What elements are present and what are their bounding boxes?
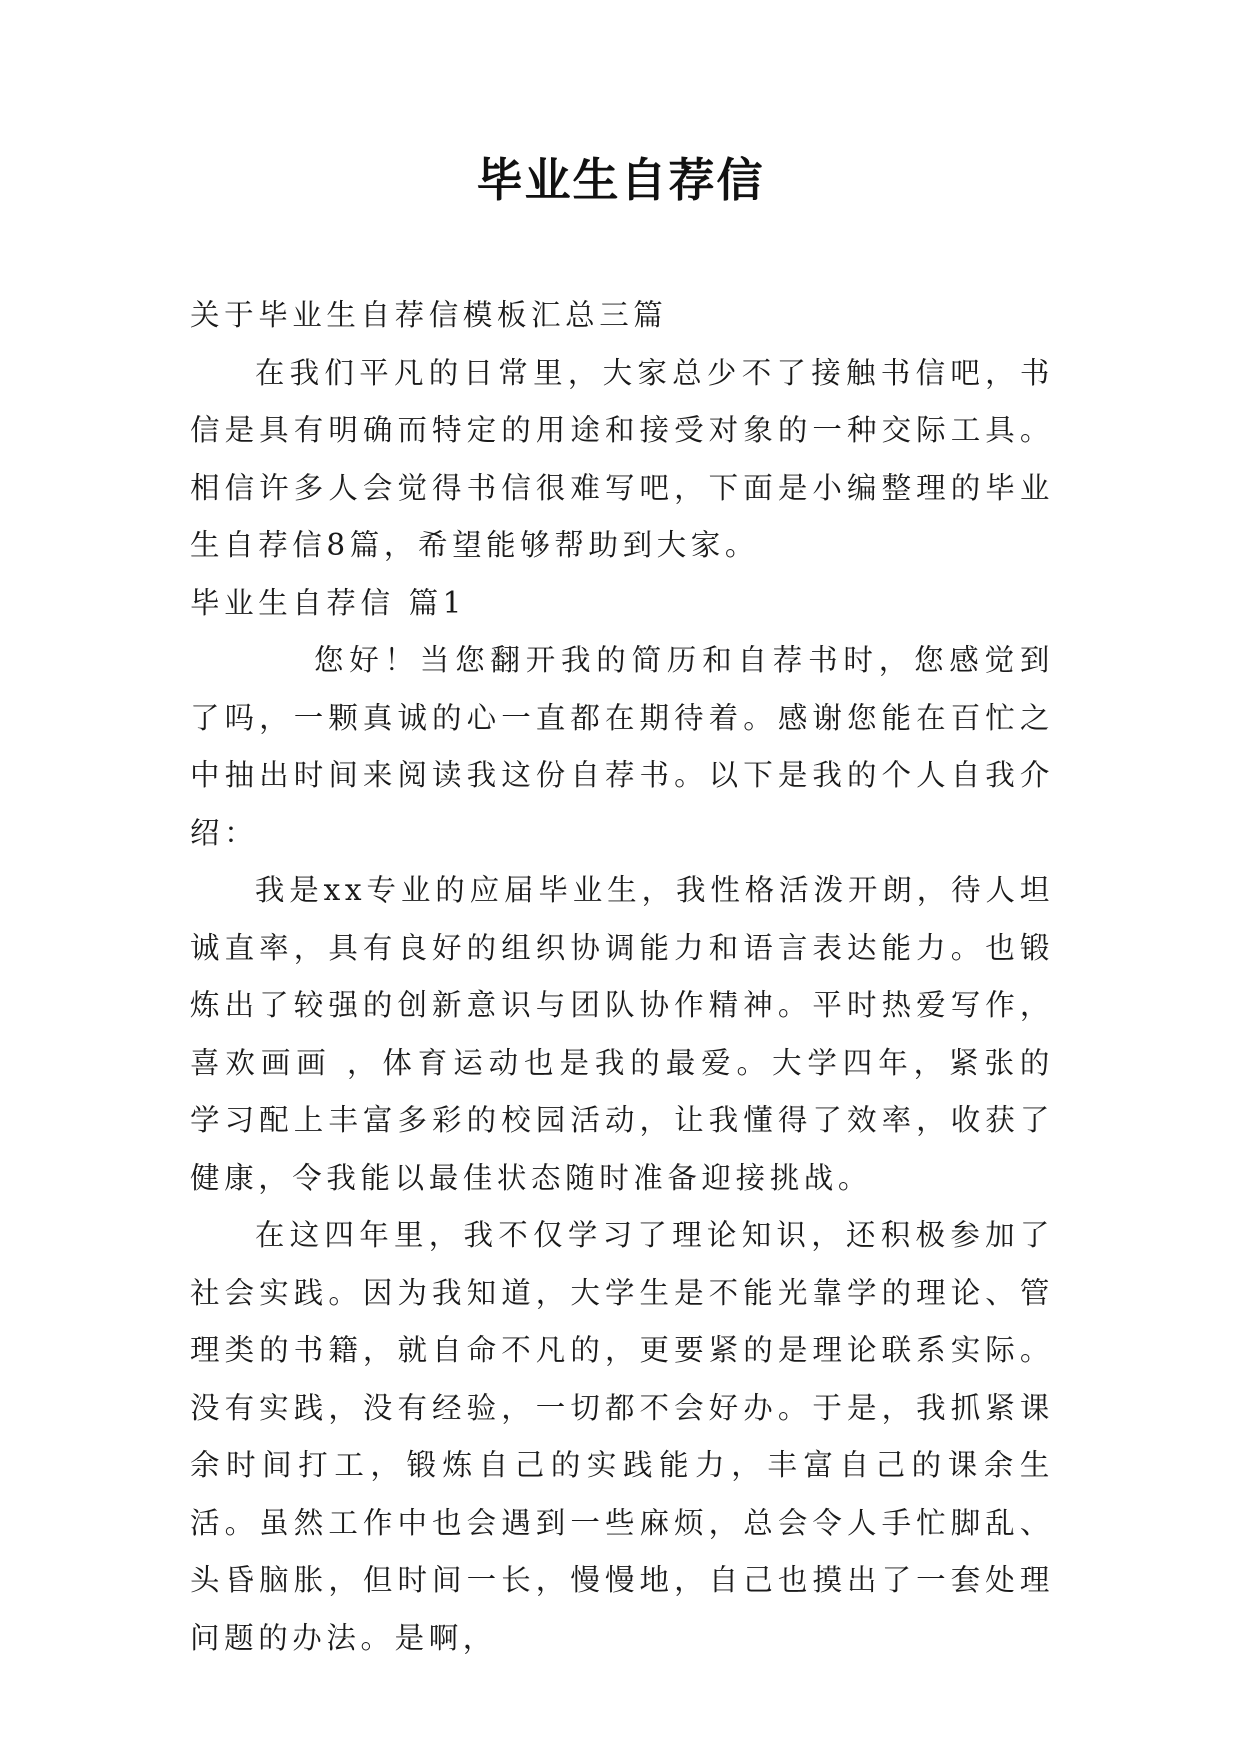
self-intro-paragraph: 我是xx专业的应届毕业生，我性格活泼开朗，待人坦诚直率，具有良好的组织协调能力和语言表达能力。也锻炼出了较强的创新意识与团队协作精神。平时热爱写作，喜欢画画 ，体育运动也是我的最爱。大学四年，紧张的学习配上丰富多彩的校园活动，让我懂得了效率，收获了健康，令我能以最佳状态随时准备迎接挑战。 <box>190 873 1054 1195</box>
document-body <box>190 287 1054 1667</box>
greeting-paragraph: 您好！当您翻开我的简历和自荐书时，您感觉到了吗，一颗真诚的心一直都在期待着。感谢您能在百忙之中抽出时间来阅读我这份自荐书。以下是我的个人自我介绍： <box>190 643 1054 850</box>
section-heading: 毕业生自荐信 篇1 <box>190 585 467 620</box>
document-subtitle: 关于毕业生自荐信模板汇总三篇 <box>190 298 668 332</box>
practice-paragraph: 在这四年里，我不仅学习了理论知识，还积极参加了社会实践。因为我知道，大学生是不能光靠学的理论、管理类的书籍，就自命不凡的，更要紧的是理论联系实际。没有实践，没有经验，一切都不会好办。于是，我抓紧课余时间打工，锻炼自己的实践能力，丰富自己的课余生活。虽然工作中也会遇到一些麻烦，总会令人手忙脚乱、头昏脑胀，但时间一长，慢慢地，自己也摸出了一套处理问题的办法。是啊， <box>190 1218 1054 1655</box>
intro-paragraph: 在我们平凡的日常里，大家总少不了接触书信吧，书信是具有明确而特定的用途和接受对象的一种交际工具。相信许多人会觉得书信很难写吧，下面是小编整理的毕业生自荐信8篇，希望能够帮助到大家。 <box>190 355 1054 562</box>
document-title: 毕业生自荐信 <box>476 153 765 207</box>
